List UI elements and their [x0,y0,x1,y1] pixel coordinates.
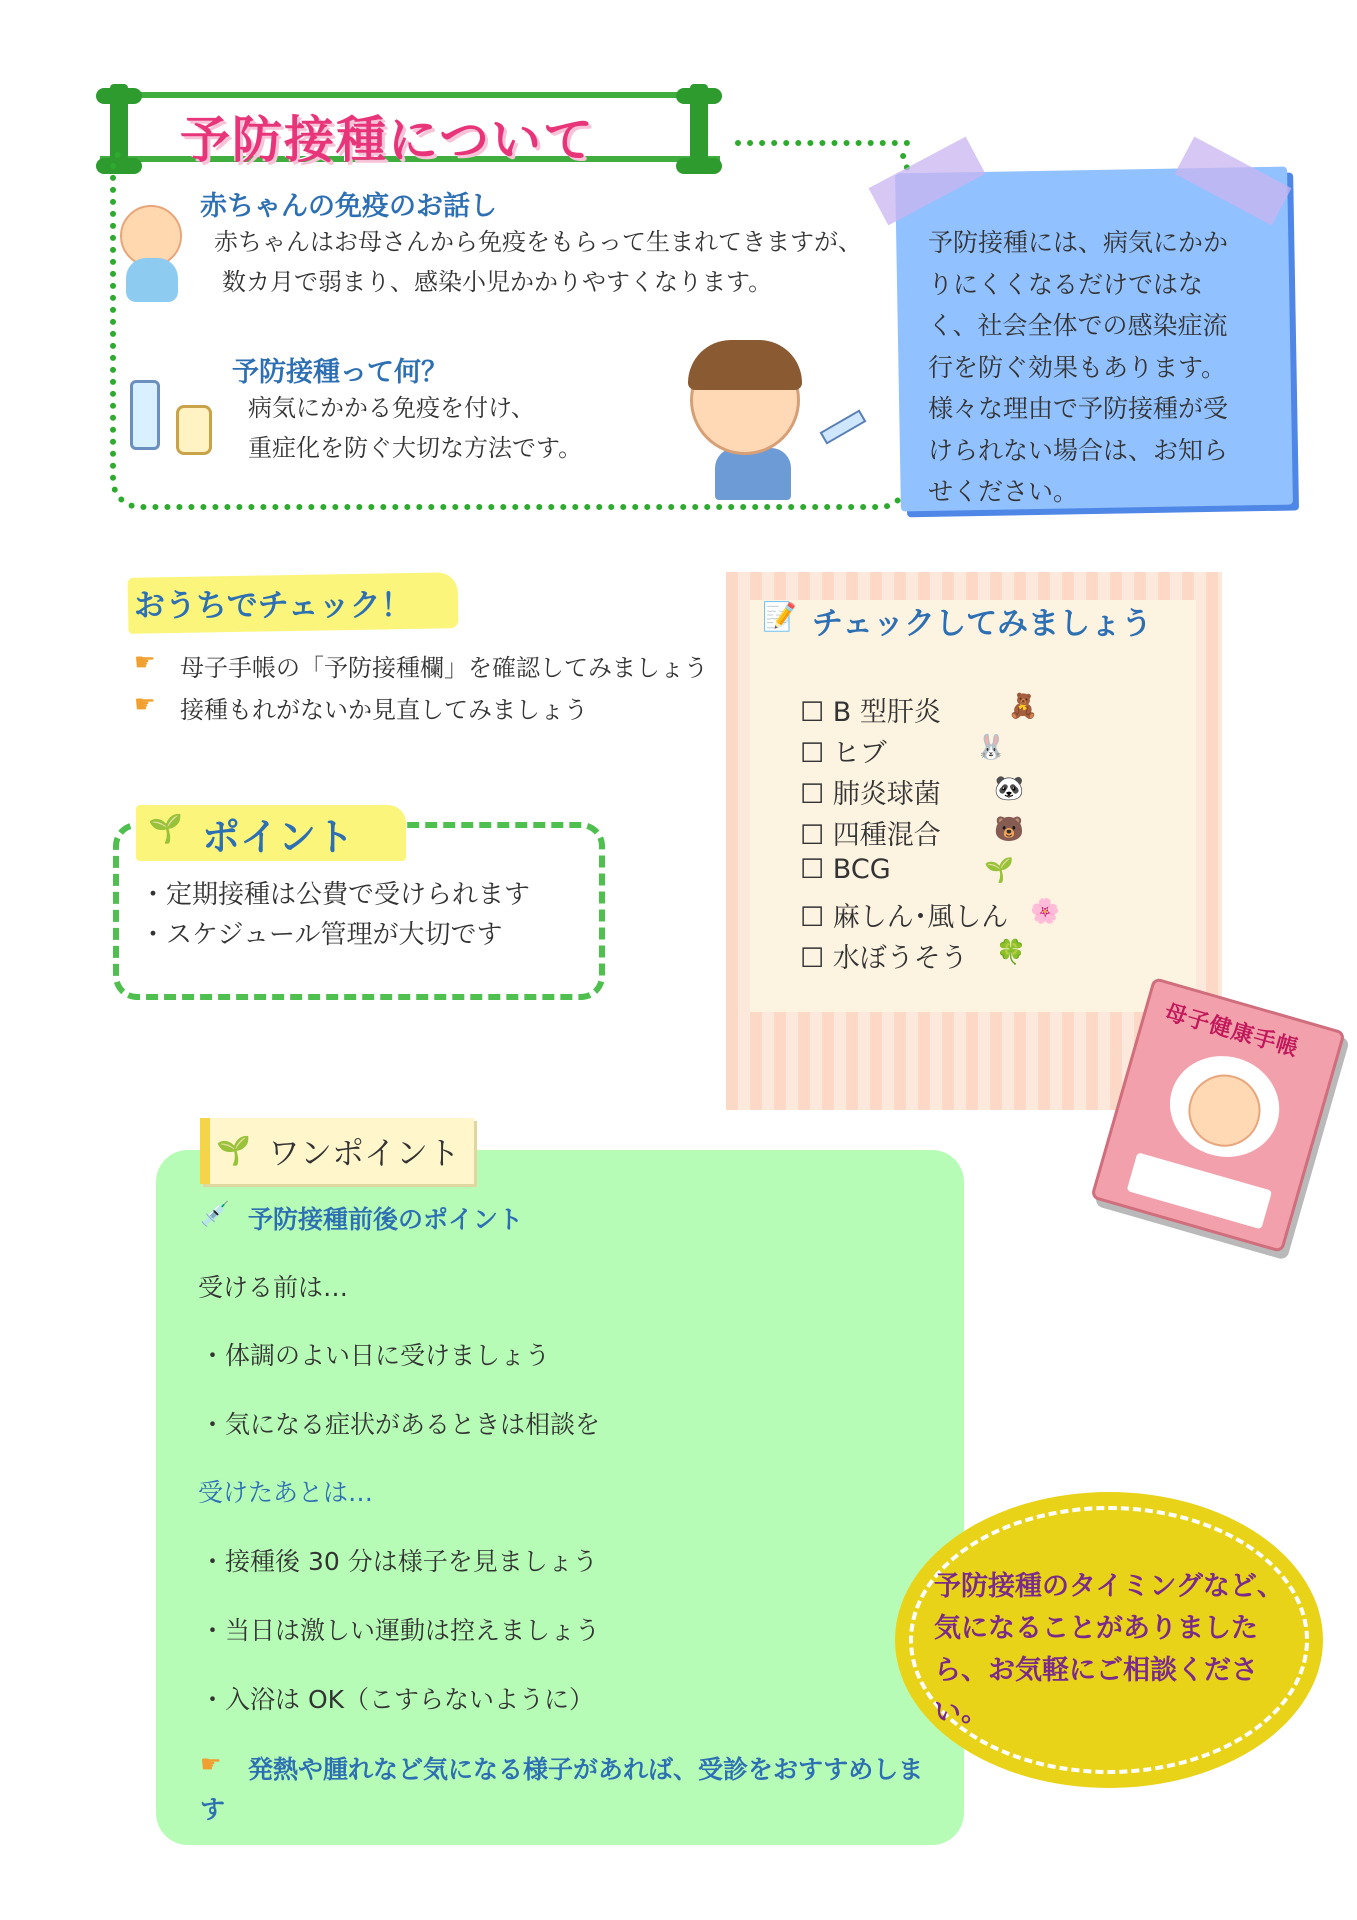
sprout-icon: 🌱 [148,812,183,845]
what-heading: 予防接種って何？ [232,357,448,388]
medicine-bottle-icon [176,405,212,455]
point-label: ポイント [202,815,355,859]
flower-icon: 🌸 [1030,897,1060,925]
home-check-item-1: 母子手帳の「予防接種欄」を確認してみましょう [180,654,708,682]
home-check-label: おうちでチェック！ [134,588,412,624]
page-title: 予防接種について [180,111,595,169]
home-check-item-2: 接種もれがないか見直してみましょう [180,696,588,724]
immunity-line-2: 数カ月で弱まり、感染小児かかりやすくなります。 [222,268,773,296]
title-cap-tr [676,88,722,104]
blue-note-line-6: けられない場合は、お知ら [928,435,1229,465]
blue-note-text [928,222,1258,513]
blue-note-line-1: 予防接種には、病気にかか [928,228,1229,257]
blue-note-line-5: 様々な理由で予防接種が受 [928,394,1229,423]
blue-note-line-3: く、社会全体での感染症流 [928,311,1228,340]
sprout-icon: 🌱 [216,1134,251,1167]
memo-icon: 📝 [762,600,797,633]
checklist-item-dpt-ipv[interactable]: ☐ 四種混合 [800,820,941,851]
consult-line-1: 予防接種のタイミングなど、 [934,1571,1284,1602]
onepoint-label: ワンポイント [268,1134,461,1172]
intro-frame-top [735,140,910,146]
checklist-item-bcg[interactable]: ☐ BCG [800,854,891,885]
blue-note-line-7: せください。 [928,477,1079,506]
before-heading: 受ける前は… [198,1273,349,1302]
pointing-hand-icon: ☛ [134,648,156,676]
consult-line-2: 気になることがありました [934,1613,1258,1644]
checklist-item-pneumococcal[interactable]: ☐ 肺炎球菌 [800,779,941,810]
panda-icon: 🐼 [994,774,1024,802]
after-item-2: ・当日は激しい運動は控えましょう [200,1616,601,1645]
teddy-bear-icon: 🧸 [1008,692,1038,720]
pointing-hand-icon: ☛ [134,690,156,718]
handbook-name-label [1127,1152,1273,1229]
checklist-title: チェックしてみましょう [812,606,1153,642]
pointing-hand-icon: ☛ [200,1750,222,1778]
handbook-title: 母子健康手帳 [1161,999,1302,1063]
what-line-2: 重症化を防ぐ大切な方法です。 [248,434,583,462]
clover-icon: 🍀 [996,938,1026,966]
onepoint-note-line-1: 発熱や腫れなど気になる様子があれば、受診をおすすめしま [248,1755,924,1784]
consult-line-3: ら、お気軽にご相談ください。 [934,1655,1258,1728]
what-line-1: 病気にかかる免疫を付け、 [248,394,536,422]
baby-illustration-body [126,258,178,302]
sprout-icon: 🌱 [984,856,1014,884]
immunity-line-1: 赤ちゃんはお母さんから免疫をもらって生まれてきますが、 [214,228,862,256]
checklist-item-mr[interactable]: ☐ 麻しん･風しん [800,902,1009,933]
after-heading: 受けたあとは… [198,1478,374,1507]
consult-text [934,1566,1306,1734]
immunity-heading: 赤ちゃんの免疫のお話し [200,191,497,222]
vaccine-bottle-icon [130,380,160,450]
blue-note-line-4: 行を防ぐ効果もあります。 [928,352,1227,382]
checklist-item-varicella[interactable]: ☐ 水ぼうそう [800,943,968,974]
after-item-1: ・接種後 30 分は様子を見ましょう [200,1547,598,1576]
point-line-2: ・スケジュール管理が大切です [140,920,503,950]
point-line-1: ・定期接種は公費で受けられます [140,880,531,910]
checklist-item-hib[interactable]: ☐ ヒブ [800,738,887,769]
after-item-3: ・入浴は OK（こすらないように） [200,1685,595,1714]
before-item-1: ・体調のよい日に受けましょう [200,1341,551,1370]
rabbit-icon: 🐰 [976,733,1006,761]
title-cap-tl [96,88,142,104]
onepoint-note-line-2: す [200,1795,226,1824]
checklist-item-hepb[interactable]: ☐ B 型肝炎 [800,697,941,728]
onepoint-heading: 予防接種前後のポイント [248,1205,524,1234]
bear-icon: 🐻 [994,815,1024,843]
blue-note-line-2: りにくくなるだけではな [928,269,1204,299]
syringe-icon: 💉 [200,1200,230,1228]
before-item-2: ・気になる症状があるときは相談を [200,1410,601,1439]
boy-illustration-body [715,448,791,500]
